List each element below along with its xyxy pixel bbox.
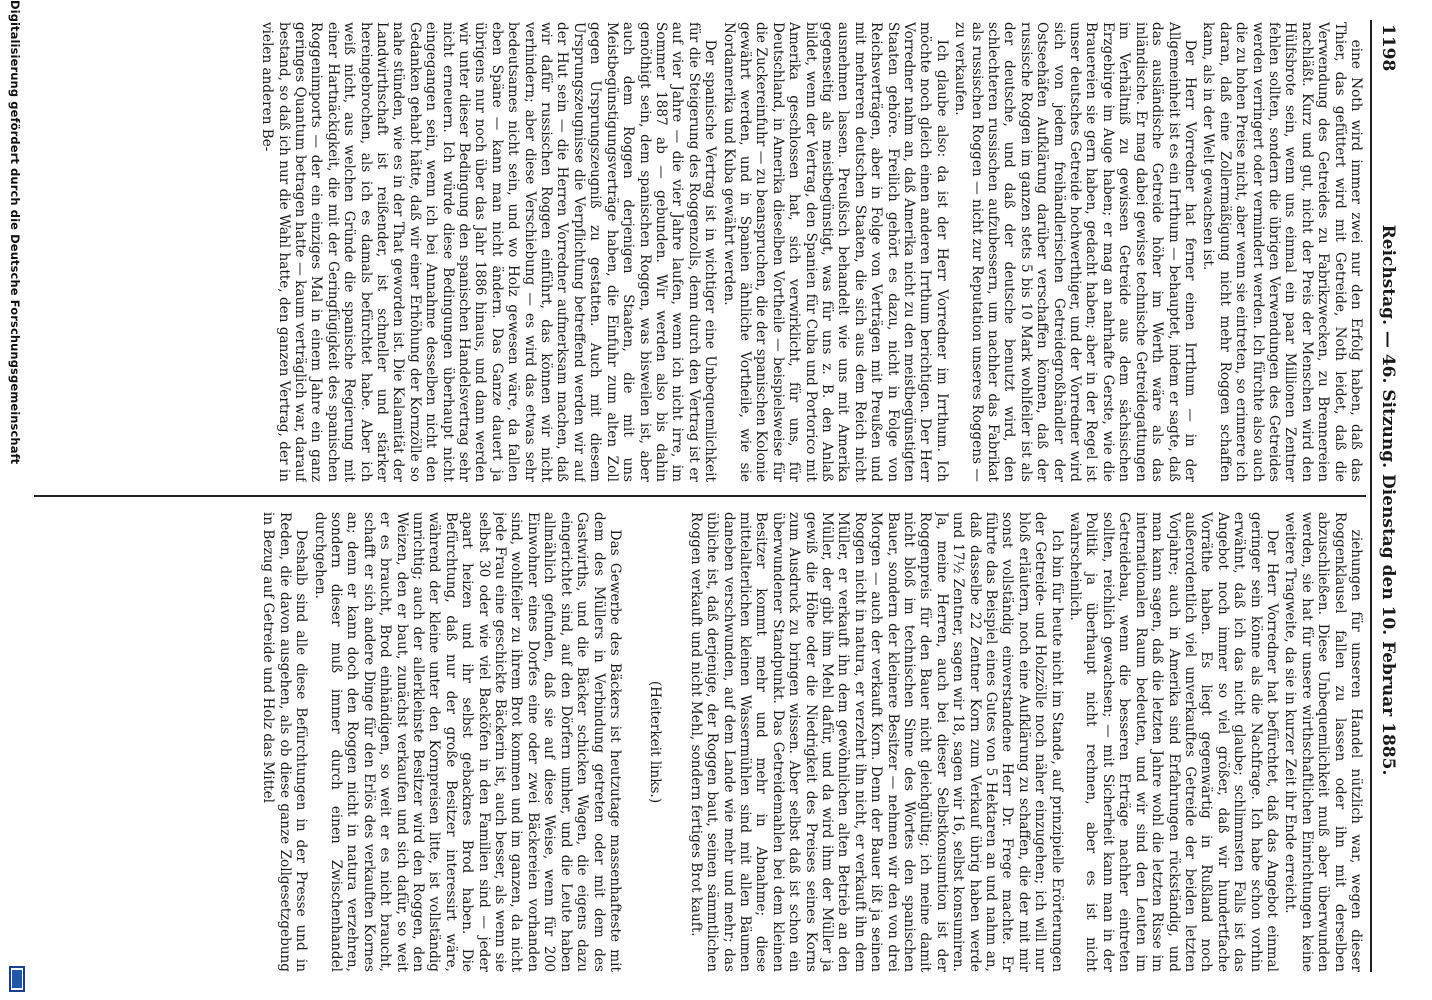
left-column-paragraph: Der spanische Vertrag ist in wichtiger eine Unbequemlichkeit für die Steigerung des Roggenzolls, denn durch den Vertrag ist er auf vier Jahre — die vier Jahre laufen, wenn ich nicht irre, im Sommer 1887 ab — gebunden. Wir werden also bis dahin genöthigt sein, dem spanischen Roggen, was bisweilen ist, aber auch dem Roggen derjenigen Staaten, die mit uns Meistbegünstigungsverträge haben, die Einfuhr zum alten Zoll gegen Ursprungszeugniß zu gestatten. Auch mit diesem Ursprungszeugnisse die Verpflichtung betreffend werden wir auf der Hut sein — die Herren Vorredner aufmerksam machen, daß wir dafür russischen Roggen einführt, das können wir nicht verhindern; aber diese Verschiebung — es wird das etwas sehr bedeutsames nicht sein, und wo Holz gewesen wäre, da fallen eben Späne — kann man nicht ändern. Das Ganze dauert ja übrigens nur noch über das Jahr 1886 hinaus, und dann werden wir unter dieser Bedingung den spanischen Handelsvertrag sehr nicht erneuern. Ich würde diese Bedingungen überhaupt nicht eingegangen sein, wenn ich bei Annahme desselben nicht den Gedanken gehabt hätte, daß wir einer Erhöhung der Kornzölle so nahe stünden, wie es in der That geworden ist. Die Kalamität der Landwirthschaft ist reißender, ist schneller und stärker hereingebrochen, als ich es damals befürchtet habe. Aber ich weiß nicht, aus welchen Gründe die spanische Regierung mit einer Hartnäckigkeit, die mit der Geringfügigkeit des spanischen Roggenimports — der ein einziges Mal in einem Jahre ein ganz geringes Quantum betragen hatte — kaum verträglich war, darauf bestand, so daß ich nur die Wahl hatte, den ganzen Vertrag, der in vielen anderen Be-	[259, 22, 719, 482]
header-rule	[1370, 20, 1372, 972]
right-column-paragraph: (Heiterkeit links.)	[647, 680, 664, 804]
digitization-credit: Digitalisierung gefördert durch die Deutsche Forschungsgemeinschaft	[8, 0, 22, 465]
column-divider	[34, 495, 1366, 497]
dfg-logo-icon	[9, 966, 25, 992]
right-column-paragraph: Das Gewerbe des Bäckers ist heutzutage massenhafteste mit dem des Müllers in Verbindung getreten oder mit dem des Gastwirths, und die Bäcker schicken Wagen, die eigens dazu eingerichtet sind, auf den Dörfern umher, und die Leute haben allmählich gefunden, daß sie auf diese Weise, wenn für 200 Einwohner eines Dorfes eine oder zwei Bäckereien vorhanden sind, wohlfeiler zu ihrem Brot kommen und im ganzen, da nicht jede Frau eine geschickte Bäckerin ist, auch besser, als wenn sie selbst 30 oder wie viel Backöfen in den Familien sind — jeder apart heizen und ihr selbst gebacknes Brod haben. Die Befürchtung, daß nur der große Besitzer interessirt wäre, während der kleine unter den Kornpreisen litte, ist vollständig unrichtig; auch der allerkleinste Besitzer wird den Roggen, den Weizen, den er baut, zunächst verkaufen und sich dafür, so weit er es braucht, Brod einhändigen, so weit er es nicht braucht, schafft er sich andere Dinge für den Erlös des verkauften Kornes an; denn er kann doch den Roggen nicht in natura verzehren, sondern dieser muß immer durch einen Zwischenhandel durchgehen.	[311, 512, 623, 972]
left-column-paragraph: Der Herr Vorredner hat ferner einen Irrthum — in der Allgemeinheit ist es ein Irrthum — behauptet, indem er sagte, daß das ausländische Getreide höher im Werth wäre als das inländische. Er mag dabei gewisse technische Getreidegattungen im Verhältniß zu gewissen Getreide aus dem sächsischen Erzgebirge im Auge haben; er mag an nahrhafte Gerste, wie die Brauereien sie gern haben, gedacht haben; aber in der Regel ist unser deutsches Getreide hochwerthiger, und der Vorredner wird sich von jedem freihändlerischen Getreidegroßhändler der Ostseehäfen Aufklärung darüber verschaffen können, daß der russische Roggen im ganzen stets 5 bis 10 Mark wohlfeiler ist als der deutsche, und daß der deutsche benutzt wird, den schlechteren russischen aufzubessern, um nachher das Fabrikat als russischen Roggen — nicht zur Reputation unseres Roggens — zu verkaufen.	[952, 22, 1198, 482]
right-column-paragraph: Ich bin für heute nicht im Stande, auf prinzipielle Erörterungen der Getreide- und Holzzölle noch näher einzugehen; ich will nur bloß erläutern, noch eine Aufklärung zu schaffen, die der mit mir sonst vollständig einverstandene Herr Dr. Frege machte. Er führte das Beispiel eines Gutes von 5 Hektaren an und nahm an, daß dasselbe 22 Zentner Korn zum Verkauf übrig haben werde und 17½ Zentner, sagen wir 18, sagen wir 16, selbst konsumiren. Ja, meine Herren, auch bei dieser Selbstkonsumtion ist der Roggenpreis für den Bauer nicht gleichgültig; ich meine damit nicht bloß im technischen Sinne des Wortes den spanischen Bauer, sondern der kleinere Besitzer — nehmen wir den von drei Morgen — auch der verkauft Korn. Denn der Bauer ißt ja seinen Roggen nicht in natura, er verzehrt ihn nicht, er verkauft ihn dem Müller, er verkauft ihn dem gewöhnlichen alten Betrieb an den Müller, der gibt ihm Mehl dafür, und da wird ihm der Müller ja gewiß die Höhe oder die Niedrigkeit des Preises seines Korns zum Ausdruck zu bringen wissen. Aber selbst daß ist schon ein überwundener Standpunkt. Das Getreidemahlen bei dem kleinen Besitzer kommt mehr und mehr in Abnahme; diese mittelalterlichen kleinen Wassermühlen sind mit allen Bäumen daneben verschwunden, auf dem Lande wie mehr und mehr; das übliche ist, daß derjenige, der Roggen baut, seinen sämmtlichen Roggen verkauft und nicht Mehl, sondern fertiges Brot kauft.	[687, 512, 1065, 972]
left-column-paragraph: eine Noth wird immer zwei nur den Erfolg haben, daß das Thier, das gefüttert wird mit Getreide, Noth leidet, daß die Verwendung des Getreides zu Fabrikzwecken, zu Brennereien nachläßt. Kurz und gut, nicht der Preis der Menschen wird den Hülfsbrote sein, wenn uns einmal ein paar Millionen Zentner fehlen sollten, sondern die übrigen Verwendungen des Getreides werden verringert oder vermindert werden. Ich fürchte also auch die zu hohen Preise nicht, aber wenn sie eintreten, so erinnere ich daran, daß eine Zollermäßigung nicht mehr Roggen schaffen kann, als in der Welt gewachsen ist.	[1200, 22, 1364, 482]
page-title: Reichstag. — 46. Sitzung. Dienstag den 10. Februar 1885.	[1378, 224, 1398, 776]
left-column	[36, 22, 1364, 482]
right-column-paragraph: Der Herr Vorredner hat befürchtet, daß das Angebot einmal geringer sein könne als die Nachfrage. Ich habe schon vorhin erwähnt, daß ich das nicht glaube; schlimmsten Falls ist das Angebot noch immer so viel größer, daß wir hundertfache Vorräthe haben. Es liegt gegenwärtig in Rußland noch außerordentlich viel unverkauftes Getreide der beiden letzten Vorjahre; auch in Amerika sind Erfahrungen rückständig, und man kann sagen, daß die letzten Jahre wohl die letzten Risse im internationalen Raum bedeuten, und wir sind den Leuten im Getreidebau, wenn die besseren Erträge nachher eintreten sollten, reichlich gewachsen; — mit Sicherheit kann man in der Politik ja überhaupt nicht rechnen, aber es ist nicht wahrscheinlich.	[1067, 512, 1280, 972]
page-number: 1198	[1378, 24, 1398, 72]
right-column-paragraph: Deshalb sind alle diese Befürchtungen in der Presse und in Reden, die davon ausgehen, als ob diese ganze Zollgesetzgebung in Bezug auf Getreide und Holz das Mittel	[260, 512, 310, 972]
right-column-paragraph: ziehungen für unseren Handel nützlich war, wegen dieser Roggenklausel fallen zu lassen oder ihn mit derselben abzuschließen. Diese Unbequemlichkeit muß aber überwunden werden, sie hat für unsere wirthschaftlichen Einrichtungen keine weitere Tragweite, da sie in kurzer Zeit ihr Ende erreicht.	[1282, 512, 1364, 972]
digitization-credit-bar	[0, 0, 36, 1000]
right-column	[36, 512, 1364, 972]
page-header	[1368, 0, 1432, 1000]
left-column-paragraph: Ich glaube also: da ist der Herr Vorredner im Irrthum. Ich möchte noch gleich einen anderen Irrthum berichtigen. Der Herr Vorredner nahm an, daß Amerika nicht zu den meistbegünstigten Staaten gehöre. Freilich gehört es dazu, nicht in Folge von Reichsverträgen, aber in Folge von Verträgen mit Preußen und mit mehreren deutschen Staaten, die sich aus dem Reich nicht ausnehmen lassen. Preußisch behandelt wie uns mit Amerika gegenseitig als meistbegünstigt, was für uns z. B. den Anlaß bildet, wenn der Vertrag, den Spanien für Cuba und Portorico mit Amerika geschlossen hat, sich verwirklicht, für uns, für Deutschland, in Amerika dieselben Vortheile — beispielsweise für die Zuckereinfuhr — zu beanspruchen, die der spanischen Kolonie gewährt werden, und in Spanien ähnliche Vortheile, wie sie Nordamerika und Kuba gewährt werden.	[720, 22, 950, 482]
